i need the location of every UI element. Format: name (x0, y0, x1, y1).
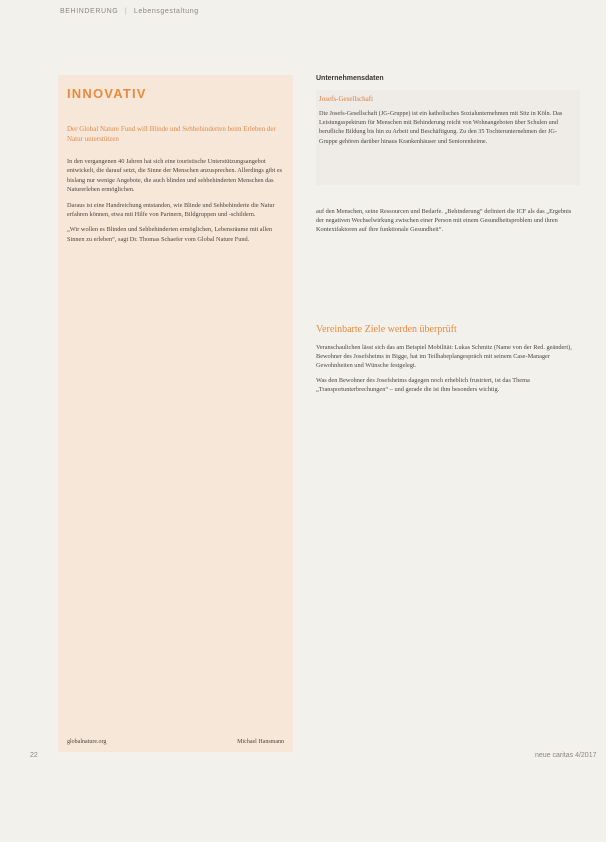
company-info-box (316, 90, 580, 185)
company-info-heading: Josefs-Gesellschaft (319, 95, 374, 103)
feature-title: INNOVATIV (67, 86, 147, 101)
page-footer (0, 752, 606, 772)
right-body-text: auf den Menschen, seine Ressourcen und Bedarfe. „Behinderung“ definiert die ICF als das „Ergebnis der negativen Wechselwirkung zwischen einer Person mit einem Gesundheitsproblem und ihren Kontextfaktoren auf ihre funktionale Gesundheit“. (316, 208, 572, 234)
right-paragraph: Was den Bewohner des Josefsheims dagegen noch erheblich frustriert, ist das Thema „Transportunterbrechungen“ – und gerade die ist ihm besonders wichtig. (316, 376, 530, 393)
left-feature-box (58, 75, 293, 752)
issue-label: neue caritas 4/2017 (535, 752, 597, 759)
right-kicker: Unternehmensdaten (316, 75, 384, 82)
feature-paragraph: Daraus ist eine Handreichung entstanden, wie Blinde und Sehbehinderte die Natur erfahren können, etwa mit Hilfe von Partnern, Bildgruppen und -schildern. (67, 201, 275, 219)
right-subheading: Vereinbarte Ziele werden überprüft (316, 324, 457, 335)
feature-text (67, 157, 284, 250)
running-header (60, 8, 199, 22)
header-section: BEHINDERUNG (60, 8, 119, 15)
feature-caption (67, 739, 284, 745)
feature-paragraph: „Wir wollen es Blinden und Sehbehinderten ermöglichen, Lebensräume mit allen Sinnen zu erleben“, sagt Dr. Thomas Schaefer vom Global Nature Fund. (67, 226, 273, 243)
right-paragraph: Veranschaulichen lässt sich das am Beispiel Mobilität: Lukas Schmitz (Name von der Red. geändert), Bewohner des Josefsheims in Bigge, hat im Teilhabeplangespräch mit seinem Case-Manager Gewohnheiten und Wünsche festgelegt. (316, 344, 572, 370)
feature-paragraph: In den vergangenen 40 Jahren hat sich eine touristische Unterstützungsangebot entwickelt, die darauf setzt, die Sinne der Menschen anzusprechen. Allerdings gibt es bislang nur wenige Angebote, die auch blinden und sehbehinderten Menschen das Naturerleben ermöglichen. (67, 158, 283, 194)
caption-author: Michael Hansmann (237, 739, 284, 745)
header-subsection: Lebensgestaltung (133, 8, 199, 15)
feature-lead: Der Global Nature Fund will Blinde und Sehbehinderten beim Erleben der Natur unterstützen (67, 125, 276, 143)
caption-url: globalnature.org (67, 739, 107, 745)
header-separator: | (124, 8, 128, 15)
page-number: 22 (30, 752, 38, 759)
right-body-text-2 (316, 343, 580, 399)
company-info-text: Die Josefs-Gesellschaft (JG-Gruppe) ist ein katholisches Sozialunternehmen mit Sitz in Köln. Das Leistungsspektrum für Menschen mit Behinderung reicht von Wohnangeboten über Schulen und berufliche Bildung bis hin zu Arbeit und Beschäftigung. Zu den 35 Tochterunternehmen der JG-Gruppe gehören darüber hinaus Krankenhäuser und Seniorenheime. (319, 110, 563, 145)
